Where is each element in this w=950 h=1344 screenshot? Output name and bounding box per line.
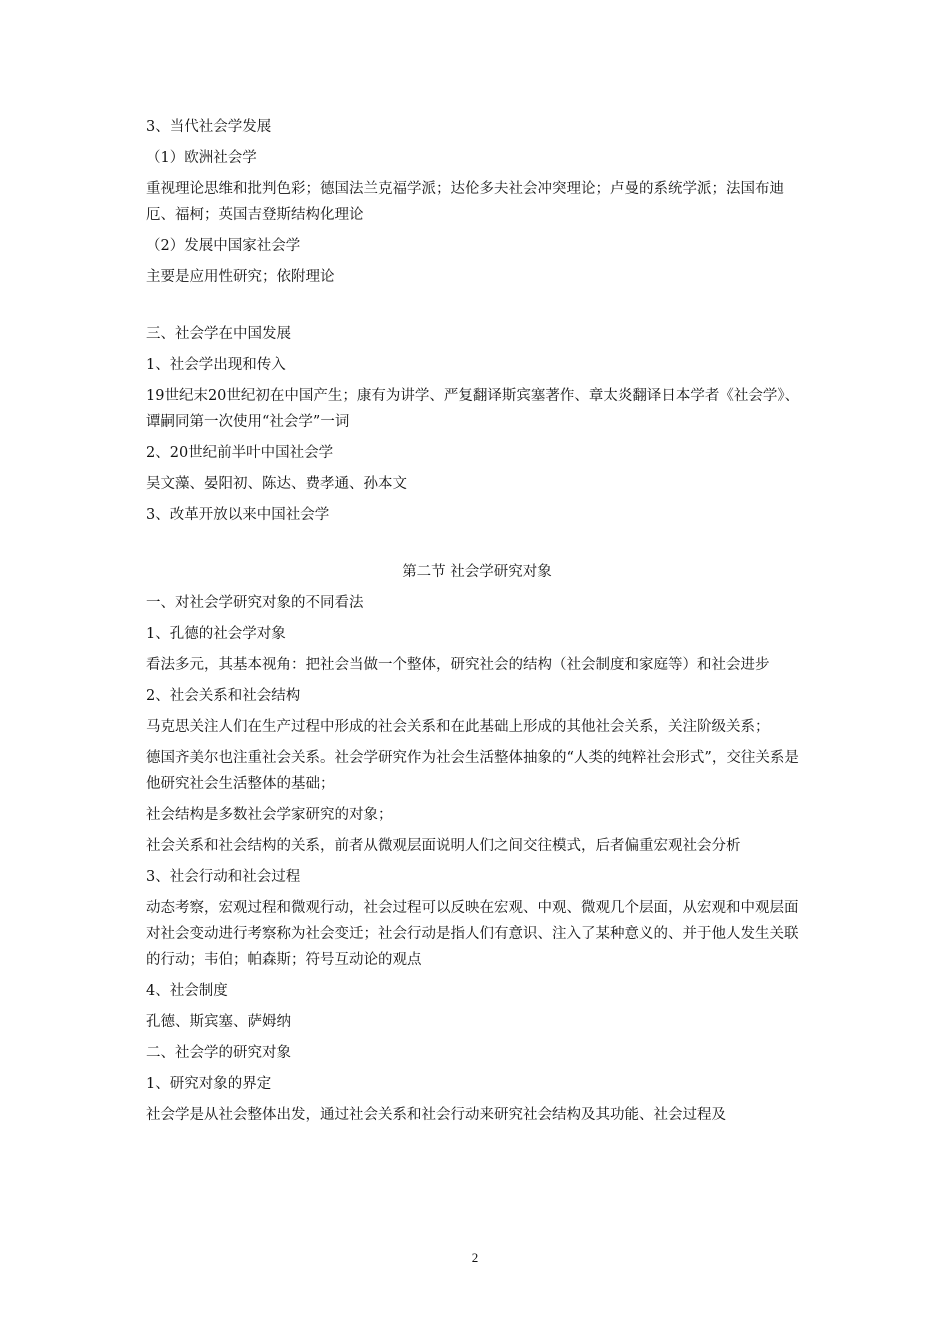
paragraph: 动态考察，宏观过程和微观行动，社会过程可以反映在宏观、中观、微观几个层面，从宏观和中观层面对社会变动进行考察称为社会变迁；社会行动是指人们有意识、注入了某种意义的、并于他人发生关联的行动；韦伯；帕森斯；符号互动论的观点: [146, 900, 799, 968]
section-heading: 三、社会学在中国发展: [146, 326, 291, 342]
subsection-heading: 3、改革开放以来中国社会学: [146, 507, 330, 523]
subsection-heading: 1、孔德的社会学对象: [146, 626, 286, 642]
subsection-heading: 1、社会学出现和传入: [146, 357, 286, 373]
section-heading: 一、对社会学研究对象的不同看法: [146, 595, 364, 611]
page-number: 2: [471, 1250, 479, 1265]
paragraph: 孔德、斯宾塞、萨姆纳: [146, 1014, 291, 1030]
blank-line: [146, 533, 808, 559]
paragraph: 社会关系和社会结构的关系，前者从微观层面说明人们之间交往模式，后者偏重宏观社会分析: [146, 838, 741, 854]
subsection-heading: 2、20世纪前半叶中国社会学: [146, 445, 334, 461]
subsection-heading: （1）欧洲社会学: [146, 150, 257, 166]
paragraph: 主要是应用性研究；依附理论: [146, 269, 335, 285]
paragraph: 重视理论思维和批判色彩；德国法兰克福学派；达伦多夫社会冲突理论；卢曼的系统学派；法国布迪厄、福柯；英国吉登斯结构化理论: [146, 181, 784, 223]
document-body: [146, 114, 808, 1133]
paragraph: 德国齐美尔也注重社会关系。社会学研究作为社会生活整体抽象的“人类的纯粹社会形式”，交往关系是他研究社会生活整体的基础；: [146, 750, 799, 792]
subsection-heading: 3、社会行动和社会过程: [146, 869, 301, 885]
chapter-section-title: 第二节 社会学研究对象: [402, 564, 552, 580]
section-heading: 二、社会学的研究对象: [146, 1045, 291, 1061]
paragraph: 看法多元，其基本视角：把社会当做一个整体，研究社会的结构（社会制度和家庭等）和社会进步: [146, 657, 770, 673]
blank-line: [146, 295, 808, 321]
paragraph: 社会学是从社会整体出发，通过社会关系和社会行动来研究社会结构及其功能、社会过程及: [146, 1107, 726, 1123]
paragraph: 吴文藻、晏阳初、陈达、费孝通、孙本文: [146, 476, 407, 492]
subsection-heading: 1、研究对象的界定: [146, 1076, 272, 1092]
subsection-heading: 3、当代社会学发展: [146, 119, 272, 135]
paragraph: 马克思关注人们在生产过程中形成的社会关系和在此基础上形成的其他社会关系，关注阶级关系；: [146, 719, 770, 735]
subsection-heading: 4、社会制度: [146, 983, 228, 999]
paragraph: 社会结构是多数社会学家研究的对象；: [146, 807, 393, 823]
subsection-heading: （2）发展中国家社会学: [146, 238, 301, 254]
paragraph: 19世纪末20世纪初在中国产生；康有为讲学、严复翻译斯宾塞著作、章太炎翻译日本学者《社会学》、谭嗣同第一次使用“社会学”一词: [146, 388, 800, 430]
subsection-heading: 2、社会关系和社会结构: [146, 688, 301, 704]
